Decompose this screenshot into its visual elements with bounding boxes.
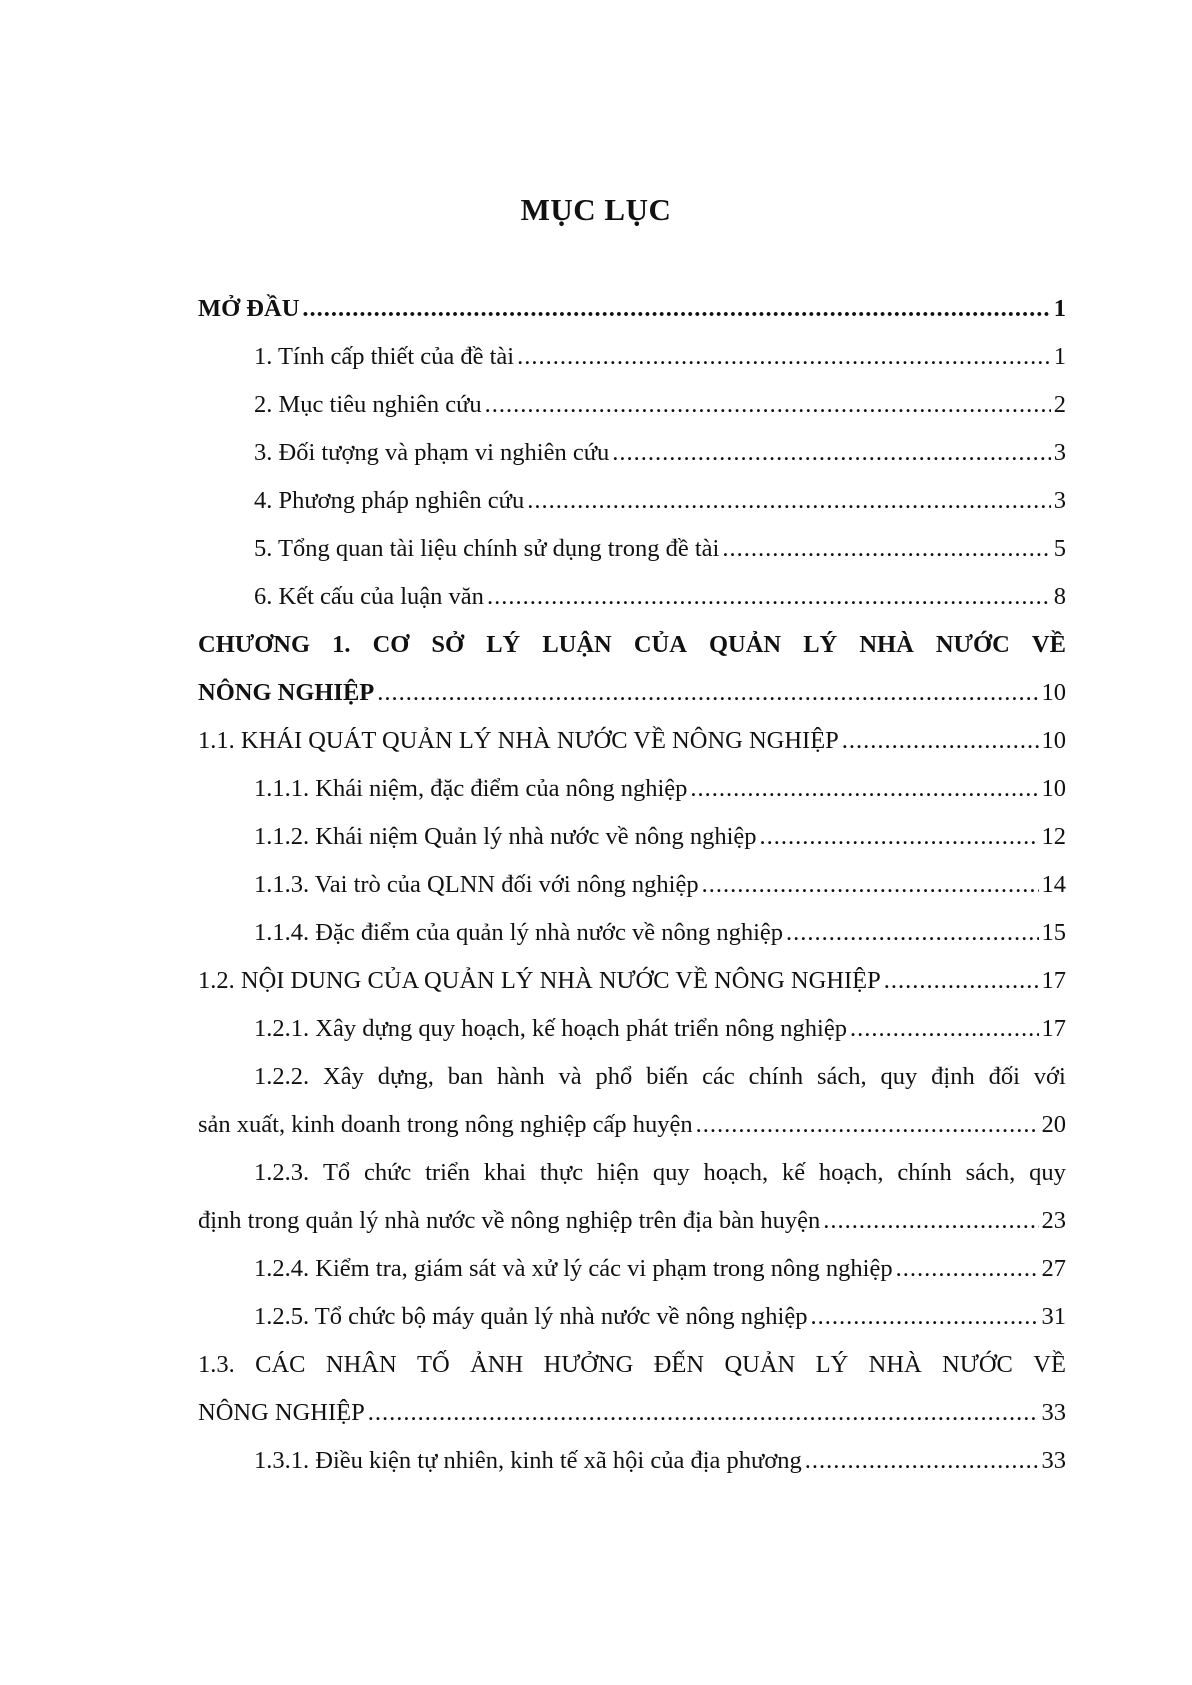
leader-dots bbox=[368, 1399, 1039, 1427]
toc-chapter-1-line1[interactable] bbox=[198, 631, 1066, 679]
toc-word: Tổ bbox=[322, 1159, 351, 1186]
leader-dots bbox=[377, 679, 1038, 707]
toc-page-number: 23 bbox=[1041, 1207, 1066, 1234]
toc-page-number: 27 bbox=[1041, 1255, 1066, 1282]
toc-entry-label: 1. Tính cấp thiết của đề tài bbox=[254, 343, 515, 370]
toc-section-1-2-3-line2[interactable] bbox=[198, 1207, 1066, 1255]
leader-dots bbox=[487, 583, 1051, 611]
toc-word: hoạch, bbox=[703, 1159, 769, 1186]
toc-entry-6[interactable] bbox=[198, 583, 1066, 631]
toc-section-1-2-2-line1[interactable] bbox=[198, 1063, 1066, 1111]
toc-word: quy bbox=[652, 1159, 690, 1186]
toc-entry-label: 1.1.4. Đặc điểm của quản lý nhà nước về nông nghiệp bbox=[254, 919, 784, 946]
toc-word: VỀ bbox=[1031, 631, 1066, 658]
toc-entry-label: 1.1.1. Khái niệm, đặc điểm của nông nghiệp bbox=[254, 775, 688, 802]
toc-word: VỀ bbox=[1033, 1351, 1066, 1378]
toc-word: đối bbox=[988, 1063, 1020, 1090]
leader-dots bbox=[527, 487, 1051, 515]
toc-word: và bbox=[558, 1063, 582, 1090]
toc-entry-label: định trong quản lý nhà nước về nông nghiệp trên địa bàn huyện bbox=[198, 1207, 821, 1234]
toc-page-number: 15 bbox=[1041, 919, 1066, 946]
toc-word: Xây bbox=[323, 1063, 364, 1090]
toc-word: 1.2.2. bbox=[254, 1063, 310, 1090]
toc-word: hiện bbox=[596, 1159, 640, 1186]
toc-word: biến bbox=[646, 1063, 689, 1090]
toc-word: kế bbox=[781, 1159, 806, 1186]
toc-entry-5[interactable] bbox=[198, 535, 1066, 583]
toc-entry-label: 1.2.5. Tổ chức bộ máy quản lý nhà nước về nông nghiệp bbox=[254, 1303, 808, 1330]
toc-word: LÝ bbox=[803, 631, 838, 658]
toc-word: LÝ bbox=[486, 631, 521, 658]
toc-entry-label: 1.2.1. Xây dựng quy hoạch, kế hoạch phát triển nông nghiệp bbox=[254, 1015, 847, 1042]
toc-word: CÁC bbox=[255, 1351, 306, 1378]
toc-page-number: 12 bbox=[1041, 823, 1066, 850]
toc-word: sách, bbox=[816, 1063, 867, 1090]
toc-page-number: 8 bbox=[1053, 583, 1066, 610]
toc-word: HƯỞNG bbox=[543, 1351, 634, 1378]
toc-section-1-2[interactable] bbox=[198, 967, 1066, 1015]
toc-word: SỞ bbox=[431, 631, 465, 658]
toc-section-1-2-2-line2[interactable] bbox=[198, 1111, 1066, 1159]
toc-word: 1.3. bbox=[198, 1351, 235, 1378]
toc-entry-label: 5. Tổng quan tài liệu chính sử dụng trong đề tài bbox=[254, 535, 720, 562]
toc-entry-3[interactable] bbox=[198, 439, 1066, 487]
toc-entry-1[interactable] bbox=[198, 343, 1066, 391]
toc-word: 1. bbox=[332, 631, 351, 658]
toc-word: ban bbox=[447, 1063, 484, 1090]
leader-dots bbox=[896, 1255, 1039, 1283]
toc-page-number: 1 bbox=[1053, 343, 1066, 370]
toc-section-1-3-line2[interactable] bbox=[198, 1399, 1066, 1447]
leader-dots bbox=[696, 1111, 1039, 1139]
leader-dots bbox=[722, 535, 1050, 563]
page-title: MỤC LỤC bbox=[520, 192, 672, 227]
toc-entry-label: 1.2.4. Kiểm tra, giám sát và xử lý các vi phạm trong nông nghiệp bbox=[254, 1255, 893, 1282]
toc-page-number: 14 bbox=[1041, 871, 1066, 898]
leader-dots bbox=[810, 1303, 1038, 1331]
toc-word: TỐ bbox=[417, 1351, 450, 1378]
toc-section-1-2-5[interactable] bbox=[198, 1303, 1066, 1351]
toc-entry-label: NÔNG NGHIỆP bbox=[198, 1399, 365, 1426]
toc-entry-label: NÔNG NGHIỆP bbox=[198, 679, 375, 706]
leader-dots bbox=[805, 1447, 1039, 1475]
toc-page-number: 10 bbox=[1041, 775, 1066, 802]
toc-word: CHƯƠNG bbox=[198, 631, 311, 658]
toc-word: chính bbox=[748, 1063, 804, 1090]
leader-dots bbox=[517, 343, 1051, 371]
toc-entry-label: 2. Mục tiêu nghiên cứu bbox=[254, 391, 482, 418]
toc-word: quy bbox=[1029, 1159, 1066, 1186]
toc-page-number: 3 bbox=[1053, 487, 1066, 514]
leader-dots bbox=[850, 1015, 1039, 1043]
toc-word: NƯỚC bbox=[942, 1351, 1013, 1378]
toc-word: NƯỚC bbox=[935, 631, 1010, 658]
leader-dots bbox=[690, 775, 1038, 803]
toc-word: khai bbox=[483, 1159, 527, 1186]
toc-word: triển bbox=[425, 1159, 471, 1186]
toc-section-1-1-1[interactable] bbox=[198, 775, 1066, 823]
toc-entry-mo-dau[interactable] bbox=[198, 295, 1066, 343]
toc-page-number: 3 bbox=[1053, 439, 1066, 466]
toc-word: với bbox=[1033, 1063, 1066, 1090]
toc-word: LÝ bbox=[815, 1351, 849, 1378]
toc-word: LUẬN bbox=[542, 631, 612, 658]
toc-entry-label: MỞ ĐẦU bbox=[198, 295, 300, 322]
toc-word: NHÀ bbox=[859, 631, 914, 658]
toc-section-1-2-1[interactable] bbox=[198, 1015, 1066, 1063]
toc-entry-label: 1.1.2. Khái niệm Quản lý nhà nước về nông nghiệp bbox=[254, 823, 757, 850]
toc-entry-label: 1.3.1. Điều kiện tự nhiên, kinh tế xã hội của địa phương bbox=[254, 1447, 802, 1474]
toc-section-1-2-4[interactable] bbox=[198, 1255, 1066, 1303]
toc-page-number: 10 bbox=[1041, 679, 1066, 706]
toc-entry-label: sản xuất, kinh doanh trong nông nghiệp cấp huyện bbox=[198, 1111, 693, 1138]
toc-word: 1.2.3. bbox=[254, 1159, 310, 1186]
toc-section-1-3-1[interactable] bbox=[198, 1447, 1066, 1495]
toc-section-1-1-4[interactable] bbox=[198, 919, 1066, 967]
toc-section-1-3-line1[interactable] bbox=[198, 1351, 1066, 1399]
toc-word: CỦA bbox=[633, 631, 687, 658]
toc-entry-label: 1.1.3. Vai trò của QLNN đối với nông nghiệp bbox=[254, 871, 699, 898]
toc-page-number: 17 bbox=[1041, 967, 1066, 994]
toc-word: NHÀ bbox=[868, 1351, 922, 1378]
leader-dots bbox=[302, 295, 1050, 323]
toc-word: phổ bbox=[595, 1063, 633, 1090]
leader-dots bbox=[612, 439, 1051, 467]
toc-word: QUẢN bbox=[724, 1351, 796, 1378]
toc-section-1-1-2[interactable] bbox=[198, 823, 1066, 871]
toc-word: chính bbox=[897, 1159, 952, 1186]
leader-dots bbox=[760, 823, 1039, 851]
toc-page-number: 5 bbox=[1053, 535, 1066, 562]
toc-word: NHÂN bbox=[325, 1351, 397, 1378]
toc-entry-2[interactable] bbox=[198, 391, 1066, 439]
toc-section-1-1[interactable] bbox=[198, 727, 1066, 775]
toc-entry-label: 1.2. NỘI DUNG CỦA QUẢN LÝ NHÀ NƯỚC VỀ NÔNG NGHIỆP bbox=[198, 967, 881, 994]
toc-entry-label: 3. Đối tượng và phạm vi nghiên cứu bbox=[254, 439, 610, 466]
toc-page-number: 1 bbox=[1053, 295, 1066, 322]
toc-page-number: 10 bbox=[1041, 727, 1066, 754]
leader-dots bbox=[786, 919, 1038, 947]
toc-word: sách, bbox=[965, 1159, 1016, 1186]
leader-dots bbox=[884, 967, 1039, 995]
leader-dots bbox=[702, 871, 1039, 899]
toc-word: ĐẾN bbox=[653, 1351, 705, 1378]
toc-chapter-1-line2[interactable] bbox=[198, 679, 1066, 727]
toc-word: CƠ bbox=[372, 631, 410, 658]
toc-word: hoạch, bbox=[818, 1159, 884, 1186]
toc-page-number: 2 bbox=[1053, 391, 1066, 418]
toc-word: thực bbox=[539, 1159, 584, 1186]
toc-page-number: 33 bbox=[1041, 1399, 1066, 1426]
toc-word: các bbox=[702, 1063, 735, 1090]
toc-page-number: 20 bbox=[1041, 1111, 1066, 1138]
toc-page-number: 33 bbox=[1041, 1447, 1066, 1474]
toc-section-1-1-3[interactable] bbox=[198, 871, 1066, 919]
toc-entry-label: 1.1. KHÁI QUÁT QUẢN LÝ NHÀ NƯỚC VỀ NÔNG NGHIỆP bbox=[198, 727, 839, 754]
toc-entry-label: 6. Kết cấu của luận văn bbox=[254, 583, 484, 610]
leader-dots bbox=[823, 1207, 1038, 1235]
leader-dots bbox=[842, 727, 1039, 755]
toc-page-number: 17 bbox=[1041, 1015, 1066, 1042]
toc-word: dựng, bbox=[377, 1063, 434, 1090]
toc-word: hành bbox=[496, 1063, 545, 1090]
toc-word: QUẢN bbox=[708, 631, 782, 658]
toc-word: chức bbox=[364, 1159, 412, 1186]
table-of-contents bbox=[198, 295, 1066, 1495]
toc-entry-label: 4. Phương pháp nghiên cứu bbox=[254, 487, 525, 514]
toc-word: ẢNH bbox=[470, 1351, 524, 1378]
toc-page-number: 31 bbox=[1041, 1303, 1066, 1330]
toc-word: định bbox=[931, 1063, 975, 1090]
leader-dots bbox=[485, 391, 1051, 419]
toc-word: quy bbox=[880, 1063, 918, 1090]
toc-entry-4[interactable] bbox=[198, 487, 1066, 535]
toc-section-1-2-3-line1[interactable] bbox=[198, 1159, 1066, 1207]
